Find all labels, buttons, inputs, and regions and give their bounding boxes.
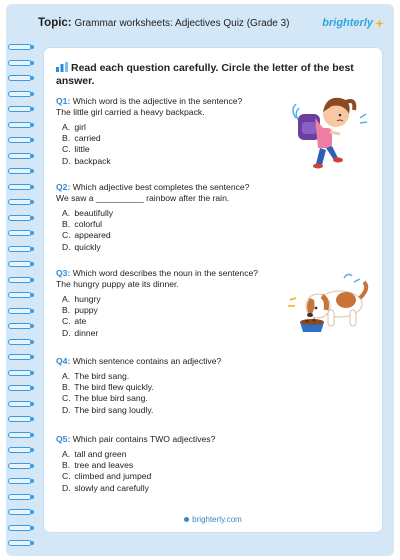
option-c[interactable]: C. climbed and jumped — [62, 471, 152, 482]
option-a[interactable]: A. beautifully — [62, 208, 114, 218]
question-text: Which adjective best completes the sentence? — [72, 182, 250, 192]
girl-backpack-illustration — [282, 88, 372, 172]
spiral-ring — [8, 416, 32, 422]
spiral-ring — [8, 432, 32, 438]
globe-icon — [184, 517, 189, 522]
spiral-ring — [8, 540, 32, 546]
option-b[interactable]: B. colorful — [62, 219, 103, 230]
worksheet-card — [44, 48, 382, 532]
option-d[interactable]: D. The bird sang loudly. — [62, 404, 154, 415]
spiral-ring — [8, 168, 32, 174]
spiral-ring — [8, 339, 32, 345]
spiral-ring — [8, 277, 32, 283]
spiral-ring — [8, 91, 32, 97]
topic-line — [38, 17, 290, 29]
spiral-ring — [8, 385, 32, 391]
spiral-ring — [8, 75, 32, 81]
puppy-illustration — [284, 270, 376, 338]
spiral-ring — [8, 60, 32, 66]
question-number: Q3: — [56, 268, 71, 278]
spiral-ring — [8, 463, 32, 469]
footer — [44, 515, 382, 524]
question-text: Which word describes the noun in the sentence? — [72, 268, 259, 278]
logo-text: brighterly — [322, 17, 373, 29]
spiral-ring — [8, 199, 32, 205]
question-sentence: The little girl carried a heavy backpack. — [56, 107, 205, 117]
option-b[interactable]: B. carried — [62, 133, 101, 144]
spiral-ring — [8, 106, 32, 112]
spiral-ring — [8, 354, 32, 360]
question-sentence: We saw a __________ rainbow after the rain. — [56, 193, 230, 203]
option-a[interactable]: A. girl — [62, 122, 86, 132]
question-number: Q5: — [56, 434, 71, 444]
option-d[interactable]: D. backpack — [62, 155, 111, 166]
spark-icon — [375, 19, 384, 28]
option-c[interactable]: C. ate — [62, 316, 87, 327]
question-2 — [56, 182, 374, 253]
topic-text: Grammar worksheets: Adjectives Quiz (Grade 3) — [74, 18, 290, 29]
option-b[interactable]: B. The bird flew quickly. — [62, 382, 154, 393]
spiral-ring — [8, 509, 32, 515]
spiral-ring — [8, 323, 32, 329]
spiral-ring — [8, 447, 32, 453]
spiral-ring — [8, 184, 32, 190]
question-number: Q1: — [56, 96, 71, 106]
question-5 — [56, 434, 374, 494]
spiral-ring — [8, 122, 32, 128]
topic-label: Topic: — [38, 17, 72, 29]
spiral-ring — [8, 494, 32, 500]
option-d[interactable]: D. slowly and carefully — [62, 482, 149, 493]
instructions-text: Read each question carefully. Circle the letter of the best answer. — [56, 62, 354, 87]
worksheet-page — [6, 4, 394, 556]
option-a[interactable]: A. The bird sang. — [62, 371, 130, 381]
spiral-ring — [8, 478, 32, 484]
worksheet-header — [38, 13, 384, 33]
question-text: Which pair contains TWO adjectives? — [72, 434, 216, 444]
question-sentence: The hungry puppy ate its dinner. — [56, 279, 179, 289]
spiral-ring — [8, 230, 32, 236]
bar-chart-icon — [56, 62, 68, 72]
instructions — [56, 62, 374, 88]
option-d[interactable]: D. quickly — [62, 241, 101, 252]
brighterly-logo — [322, 17, 384, 29]
spiral-binding — [6, 44, 40, 554]
question-number: Q4: — [56, 356, 71, 366]
option-d[interactable]: D. dinner — [62, 327, 99, 338]
option-a[interactable]: A. hungry — [62, 294, 101, 304]
spiral-ring — [8, 525, 32, 531]
question-text: Which word is the adjective in the sentence? — [72, 96, 243, 106]
question-text: Which sentence contains an adjective? — [72, 356, 222, 366]
option-a[interactable]: A. tall and green — [62, 449, 127, 459]
spiral-ring — [8, 370, 32, 376]
footer-link[interactable]: brighterly.com — [192, 515, 242, 524]
option-c[interactable]: C. appeared — [62, 230, 111, 241]
option-b[interactable]: B. tree and leaves — [62, 460, 134, 471]
spiral-ring — [8, 215, 32, 221]
spiral-ring — [8, 137, 32, 143]
spiral-ring — [8, 44, 32, 50]
question-4 — [56, 356, 374, 416]
spiral-ring — [8, 308, 32, 314]
spiral-ring — [8, 401, 32, 407]
spiral-ring — [8, 246, 32, 252]
option-c[interactable]: C. little — [62, 144, 90, 155]
option-b[interactable]: B. puppy — [62, 305, 98, 316]
spiral-ring — [8, 153, 32, 159]
spiral-ring — [8, 292, 32, 298]
spiral-ring — [8, 261, 32, 267]
question-number: Q2: — [56, 182, 71, 192]
option-c[interactable]: C. The blue bird sang. — [62, 393, 148, 404]
